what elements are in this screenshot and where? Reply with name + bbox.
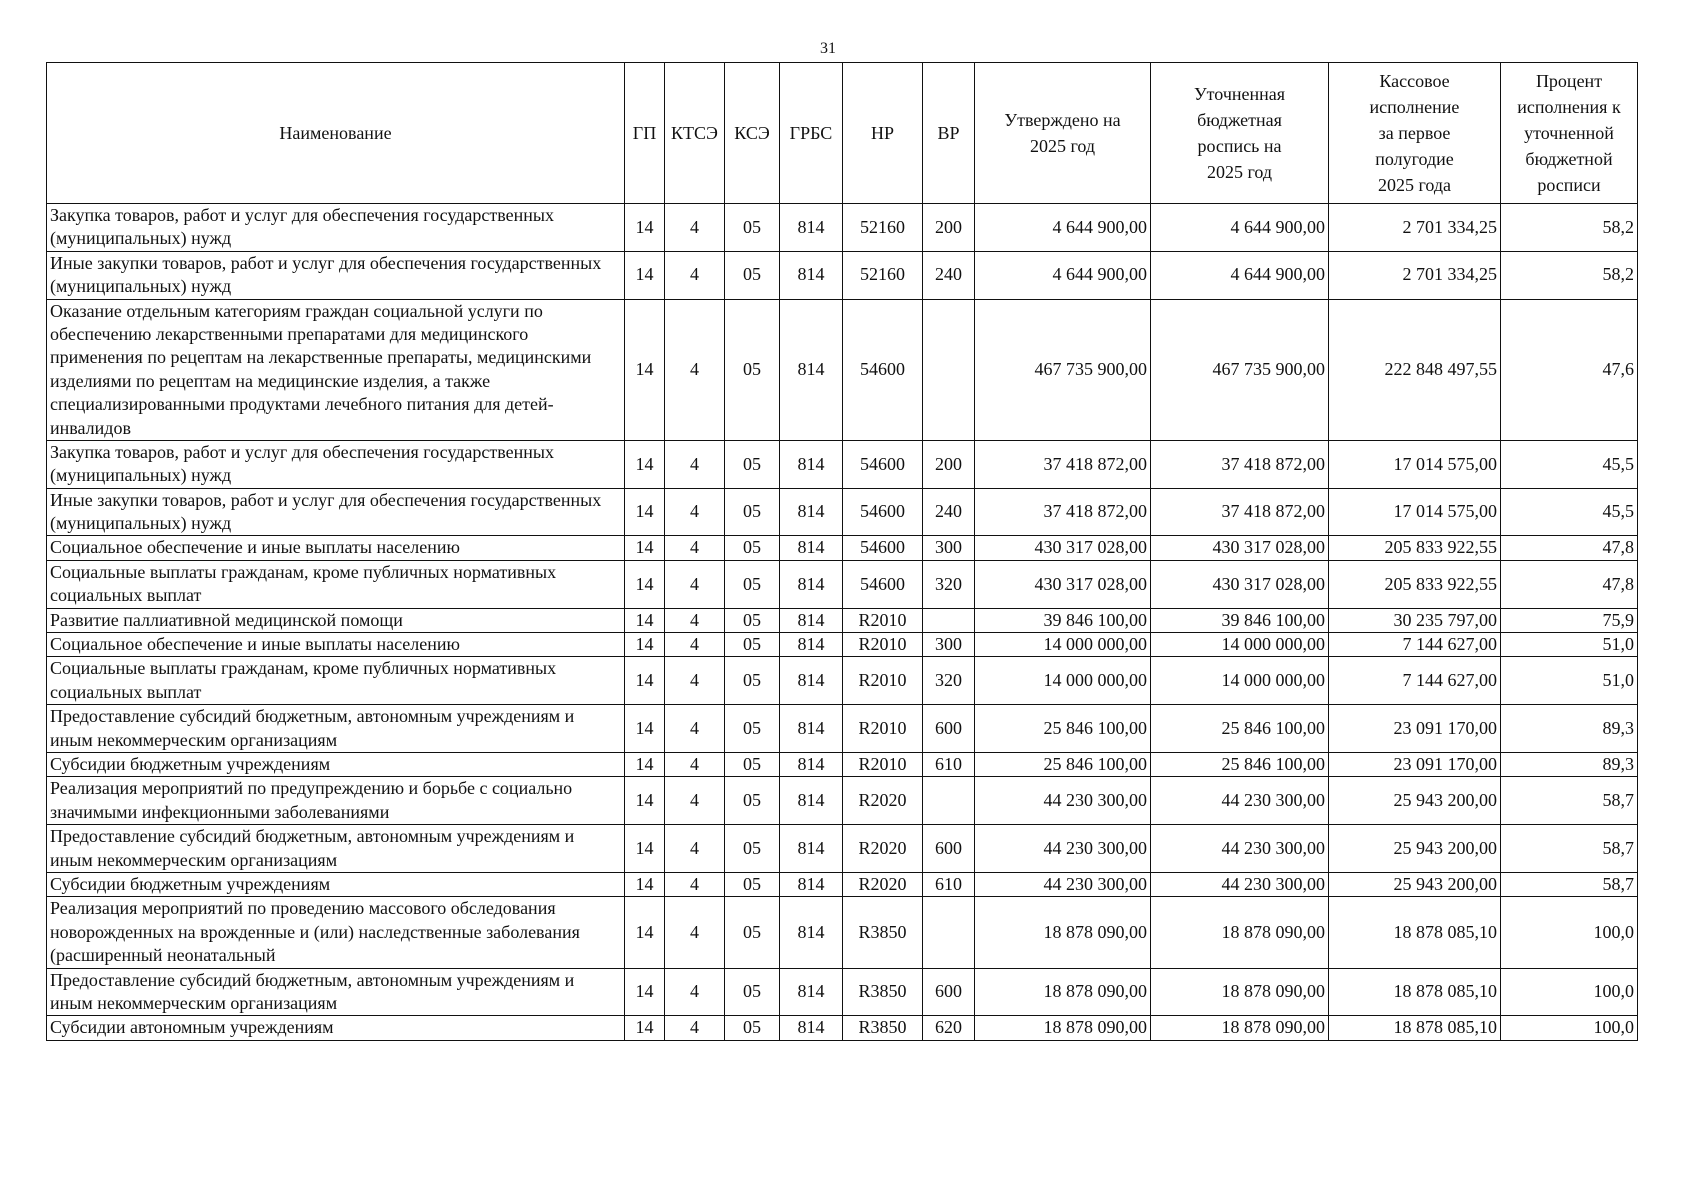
header-approved: Утверждено на 2025 год (975, 63, 1151, 204)
cell-kse: 05 (725, 560, 780, 608)
table-row (47, 560, 1638, 608)
table-row (47, 204, 1638, 252)
cell-approved: 4 644 900,00 (975, 251, 1151, 299)
cell-name: Реализация мероприятий по предупреждению и борьбе с социально значимыми инфекционными заболеваниями (47, 777, 625, 825)
cell-grbs: 814 (780, 825, 843, 873)
cell-kse: 05 (725, 488, 780, 536)
cell-name: Субсидии бюджетным учреждениям (47, 872, 625, 896)
cell-refined: 4 644 900,00 (1151, 251, 1329, 299)
cell-nr: R2020 (843, 825, 923, 873)
cell-nr: R2010 (843, 608, 923, 632)
cell-kse: 05 (725, 968, 780, 1016)
cell-refined: 25 846 100,00 (1151, 705, 1329, 753)
cell-cash: 25 943 200,00 (1329, 825, 1501, 873)
cell-nr: 54600 (843, 488, 923, 536)
cell-kse: 05 (725, 657, 780, 705)
table-row (47, 488, 1638, 536)
cell-name: Реализация мероприятий по проведению массового обследования новорожденных на врожденные и (или) наследственные заболевания (расширенный неонатальный (47, 897, 625, 968)
cell-cash: 205 833 922,55 (1329, 560, 1501, 608)
cell-approved: 39 846 100,00 (975, 608, 1151, 632)
cell-vr: 320 (923, 657, 975, 705)
cell-gp: 14 (625, 608, 665, 632)
cell-kse: 05 (725, 825, 780, 873)
cell-name: Оказание отдельным категориям граждан социальной услуги по обеспечению лекарственными препаратами для медицинского применения по рецептам на лекарственные препараты, медицинскими изделиями по рецептам на медицинские изделия, а также специализированными продуктами лечебного питания для детей-инвалидов (47, 299, 625, 440)
cell-refined: 4 644 900,00 (1151, 204, 1329, 252)
cell-nr: 54600 (843, 440, 923, 488)
cell-approved: 37 418 872,00 (975, 440, 1151, 488)
cell-grbs: 814 (780, 440, 843, 488)
cell-vr: 300 (923, 536, 975, 560)
cell-ktse: 4 (665, 536, 725, 560)
cell-percent: 51,0 (1501, 633, 1638, 657)
cell-grbs: 814 (780, 872, 843, 896)
cell-percent: 47,6 (1501, 299, 1638, 440)
cell-cash: 18 878 085,10 (1329, 968, 1501, 1016)
table-row (47, 825, 1638, 873)
header-cash: Кассовое исполнение за первое полугодие 2025 года (1329, 63, 1501, 204)
cell-percent: 47,8 (1501, 536, 1638, 560)
cell-approved: 14 000 000,00 (975, 633, 1151, 657)
cell-name: Субсидии бюджетным учреждениям (47, 752, 625, 776)
header-refined: Уточненная бюджетная роспись на 2025 год (1151, 63, 1329, 204)
cell-nr: R2020 (843, 872, 923, 896)
cell-grbs: 814 (780, 251, 843, 299)
cell-percent: 51,0 (1501, 657, 1638, 705)
cell-name: Предоставление субсидий бюджетным, автономным учреждениям и иным некоммерческим организациям (47, 825, 625, 873)
cell-ktse: 4 (665, 560, 725, 608)
header-nr: НР (843, 63, 923, 204)
cell-approved: 44 230 300,00 (975, 872, 1151, 896)
cell-kse: 05 (725, 752, 780, 776)
cell-grbs: 814 (780, 752, 843, 776)
table-row (47, 872, 1638, 896)
header-name: Наименование (47, 63, 625, 204)
cell-vr: 600 (923, 968, 975, 1016)
cell-gp: 14 (625, 560, 665, 608)
cell-approved: 18 878 090,00 (975, 968, 1151, 1016)
header-grbs: ГРБС (780, 63, 843, 204)
cell-cash: 2 701 334,25 (1329, 251, 1501, 299)
cell-cash: 17 014 575,00 (1329, 488, 1501, 536)
page-number: 31 (820, 40, 836, 57)
cell-gp: 14 (625, 633, 665, 657)
cell-kse: 05 (725, 1016, 780, 1040)
cell-cash: 25 943 200,00 (1329, 777, 1501, 825)
cell-vr: 600 (923, 825, 975, 873)
cell-kse: 05 (725, 777, 780, 825)
cell-vr: 200 (923, 204, 975, 252)
cell-percent: 58,7 (1501, 777, 1638, 825)
cell-vr (923, 777, 975, 825)
cell-approved: 430 317 028,00 (975, 536, 1151, 560)
cell-gp: 14 (625, 204, 665, 252)
cell-ktse: 4 (665, 608, 725, 632)
cell-grbs: 814 (780, 897, 843, 968)
cell-grbs: 814 (780, 1016, 843, 1040)
cell-cash: 18 878 085,10 (1329, 1016, 1501, 1040)
cell-nr: R2010 (843, 752, 923, 776)
header-vr: ВР (923, 63, 975, 204)
cell-refined: 37 418 872,00 (1151, 488, 1329, 536)
table-row (47, 536, 1638, 560)
cell-grbs: 814 (780, 968, 843, 1016)
cell-refined: 18 878 090,00 (1151, 1016, 1329, 1040)
cell-grbs: 814 (780, 705, 843, 753)
header-kse: КСЭ (725, 63, 780, 204)
cell-gp: 14 (625, 440, 665, 488)
cell-ktse: 4 (665, 825, 725, 873)
cell-grbs: 814 (780, 633, 843, 657)
cell-cash: 18 878 085,10 (1329, 897, 1501, 968)
cell-approved: 25 846 100,00 (975, 752, 1151, 776)
cell-ktse: 4 (665, 777, 725, 825)
cell-nr: 52160 (843, 204, 923, 252)
cell-gp: 14 (625, 488, 665, 536)
cell-gp: 14 (625, 897, 665, 968)
cell-name: Иные закупки товаров, работ и услуг для обеспечения государственных (муниципальных) нужд (47, 251, 625, 299)
cell-refined: 37 418 872,00 (1151, 440, 1329, 488)
cell-nr: 54600 (843, 560, 923, 608)
cell-kse: 05 (725, 897, 780, 968)
cell-refined: 18 878 090,00 (1151, 897, 1329, 968)
table-row (47, 251, 1638, 299)
table-row (47, 968, 1638, 1016)
cell-cash: 17 014 575,00 (1329, 440, 1501, 488)
cell-kse: 05 (725, 633, 780, 657)
cell-approved: 467 735 900,00 (975, 299, 1151, 440)
cell-refined: 467 735 900,00 (1151, 299, 1329, 440)
cell-grbs: 814 (780, 560, 843, 608)
cell-nr: 54600 (843, 536, 923, 560)
cell-ktse: 4 (665, 752, 725, 776)
cell-cash: 7 144 627,00 (1329, 657, 1501, 705)
cell-refined: 14 000 000,00 (1151, 633, 1329, 657)
cell-refined: 44 230 300,00 (1151, 777, 1329, 825)
cell-percent: 47,8 (1501, 560, 1638, 608)
cell-name: Социальное обеспечение и иные выплаты населению (47, 536, 625, 560)
cell-gp: 14 (625, 968, 665, 1016)
cell-grbs: 814 (780, 657, 843, 705)
cell-refined: 25 846 100,00 (1151, 752, 1329, 776)
header-ktse: КТСЭ (665, 63, 725, 204)
cell-approved: 37 418 872,00 (975, 488, 1151, 536)
cell-refined: 18 878 090,00 (1151, 968, 1329, 1016)
cell-nr: 54600 (843, 299, 923, 440)
cell-vr: 610 (923, 872, 975, 896)
cell-ktse: 4 (665, 488, 725, 536)
cell-vr: 320 (923, 560, 975, 608)
header-percent: Процент исполнения к уточненной бюджетной росписи (1501, 63, 1638, 204)
cell-cash: 205 833 922,55 (1329, 536, 1501, 560)
cell-percent: 45,5 (1501, 440, 1638, 488)
cell-refined: 14 000 000,00 (1151, 657, 1329, 705)
cell-name: Социальное обеспечение и иные выплаты населению (47, 633, 625, 657)
cell-cash: 25 943 200,00 (1329, 872, 1501, 896)
cell-name: Предоставление субсидий бюджетным, автономным учреждениям и иным некоммерческим организациям (47, 705, 625, 753)
cell-name: Иные закупки товаров, работ и услуг для обеспечения государственных (муниципальных) нужд (47, 488, 625, 536)
cell-percent: 100,0 (1501, 897, 1638, 968)
cell-grbs: 814 (780, 536, 843, 560)
cell-nr: R3850 (843, 1016, 923, 1040)
cell-ktse: 4 (665, 1016, 725, 1040)
cell-grbs: 814 (780, 608, 843, 632)
cell-gp: 14 (625, 872, 665, 896)
cell-ktse: 4 (665, 633, 725, 657)
cell-nr: R2010 (843, 705, 923, 753)
cell-refined: 430 317 028,00 (1151, 560, 1329, 608)
cell-vr: 300 (923, 633, 975, 657)
cell-ktse: 4 (665, 204, 725, 252)
cell-approved: 44 230 300,00 (975, 777, 1151, 825)
cell-kse: 05 (725, 204, 780, 252)
cell-vr: 240 (923, 251, 975, 299)
cell-nr: 52160 (843, 251, 923, 299)
cell-percent: 45,5 (1501, 488, 1638, 536)
cell-vr (923, 299, 975, 440)
cell-cash: 2 701 334,25 (1329, 204, 1501, 252)
cell-name: Социальные выплаты гражданам, кроме публичных нормативных социальных выплат (47, 560, 625, 608)
cell-nr: R2010 (843, 657, 923, 705)
cell-nr: R3850 (843, 897, 923, 968)
cell-gp: 14 (625, 251, 665, 299)
cell-nr: R2010 (843, 633, 923, 657)
cell-ktse: 4 (665, 657, 725, 705)
table-row (47, 777, 1638, 825)
cell-cash: 30 235 797,00 (1329, 608, 1501, 632)
table-row (47, 608, 1638, 632)
table-row (47, 752, 1638, 776)
cell-kse: 05 (725, 608, 780, 632)
cell-name: Предоставление субсидий бюджетным, автономным учреждениям и иным некоммерческим организациям (47, 968, 625, 1016)
cell-ktse: 4 (665, 897, 725, 968)
table-header-row (47, 63, 1638, 204)
cell-grbs: 814 (780, 299, 843, 440)
table-body (47, 204, 1638, 1041)
cell-gp: 14 (625, 657, 665, 705)
cell-percent: 58,2 (1501, 251, 1638, 299)
header-gp: ГП (625, 63, 665, 204)
cell-vr: 240 (923, 488, 975, 536)
cell-approved: 4 644 900,00 (975, 204, 1151, 252)
cell-refined: 44 230 300,00 (1151, 825, 1329, 873)
cell-percent: 58,7 (1501, 872, 1638, 896)
cell-nr: R2020 (843, 777, 923, 825)
cell-kse: 05 (725, 536, 780, 560)
cell-vr: 600 (923, 705, 975, 753)
cell-percent: 100,0 (1501, 1016, 1638, 1040)
cell-name: Закупка товаров, работ и услуг для обеспечения государственных (муниципальных) нужд (47, 204, 625, 252)
cell-cash: 23 091 170,00 (1329, 752, 1501, 776)
cell-grbs: 814 (780, 488, 843, 536)
cell-approved: 14 000 000,00 (975, 657, 1151, 705)
budget-table (46, 62, 1638, 1041)
cell-gp: 14 (625, 777, 665, 825)
cell-approved: 430 317 028,00 (975, 560, 1151, 608)
cell-nr: R3850 (843, 968, 923, 1016)
cell-vr (923, 897, 975, 968)
cell-gp: 14 (625, 299, 665, 440)
cell-cash: 222 848 497,55 (1329, 299, 1501, 440)
cell-approved: 18 878 090,00 (975, 897, 1151, 968)
cell-percent: 89,3 (1501, 752, 1638, 776)
cell-ktse: 4 (665, 705, 725, 753)
cell-kse: 05 (725, 705, 780, 753)
table-row (47, 440, 1638, 488)
cell-percent: 100,0 (1501, 968, 1638, 1016)
cell-vr: 620 (923, 1016, 975, 1040)
cell-name: Закупка товаров, работ и услуг для обеспечения государственных (муниципальных) нужд (47, 440, 625, 488)
cell-approved: 44 230 300,00 (975, 825, 1151, 873)
cell-kse: 05 (725, 251, 780, 299)
table-row (47, 299, 1638, 440)
cell-ktse: 4 (665, 251, 725, 299)
cell-kse: 05 (725, 440, 780, 488)
cell-name: Социальные выплаты гражданам, кроме публичных нормативных социальных выплат (47, 657, 625, 705)
cell-approved: 18 878 090,00 (975, 1016, 1151, 1040)
cell-ktse: 4 (665, 968, 725, 1016)
cell-percent: 75,9 (1501, 608, 1638, 632)
cell-refined: 39 846 100,00 (1151, 608, 1329, 632)
table-row (47, 897, 1638, 968)
cell-refined: 44 230 300,00 (1151, 872, 1329, 896)
cell-vr (923, 608, 975, 632)
cell-ktse: 4 (665, 299, 725, 440)
cell-percent: 58,7 (1501, 825, 1638, 873)
cell-gp: 14 (625, 752, 665, 776)
cell-approved: 25 846 100,00 (975, 705, 1151, 753)
table-row (47, 657, 1638, 705)
cell-percent: 58,2 (1501, 204, 1638, 252)
cell-gp: 14 (625, 825, 665, 873)
cell-kse: 05 (725, 299, 780, 440)
cell-vr: 200 (923, 440, 975, 488)
cell-ktse: 4 (665, 440, 725, 488)
cell-ktse: 4 (665, 872, 725, 896)
cell-gp: 14 (625, 1016, 665, 1040)
cell-grbs: 814 (780, 204, 843, 252)
cell-gp: 14 (625, 536, 665, 560)
cell-grbs: 814 (780, 777, 843, 825)
cell-cash: 7 144 627,00 (1329, 633, 1501, 657)
table-row (47, 1016, 1638, 1040)
cell-vr: 610 (923, 752, 975, 776)
cell-percent: 89,3 (1501, 705, 1638, 753)
cell-gp: 14 (625, 705, 665, 753)
cell-name: Субсидии автономным учреждениям (47, 1016, 625, 1040)
cell-name: Развитие паллиативной медицинской помощи (47, 608, 625, 632)
table-row (47, 633, 1638, 657)
cell-kse: 05 (725, 872, 780, 896)
table-row (47, 705, 1638, 753)
cell-refined: 430 317 028,00 (1151, 536, 1329, 560)
cell-cash: 23 091 170,00 (1329, 705, 1501, 753)
